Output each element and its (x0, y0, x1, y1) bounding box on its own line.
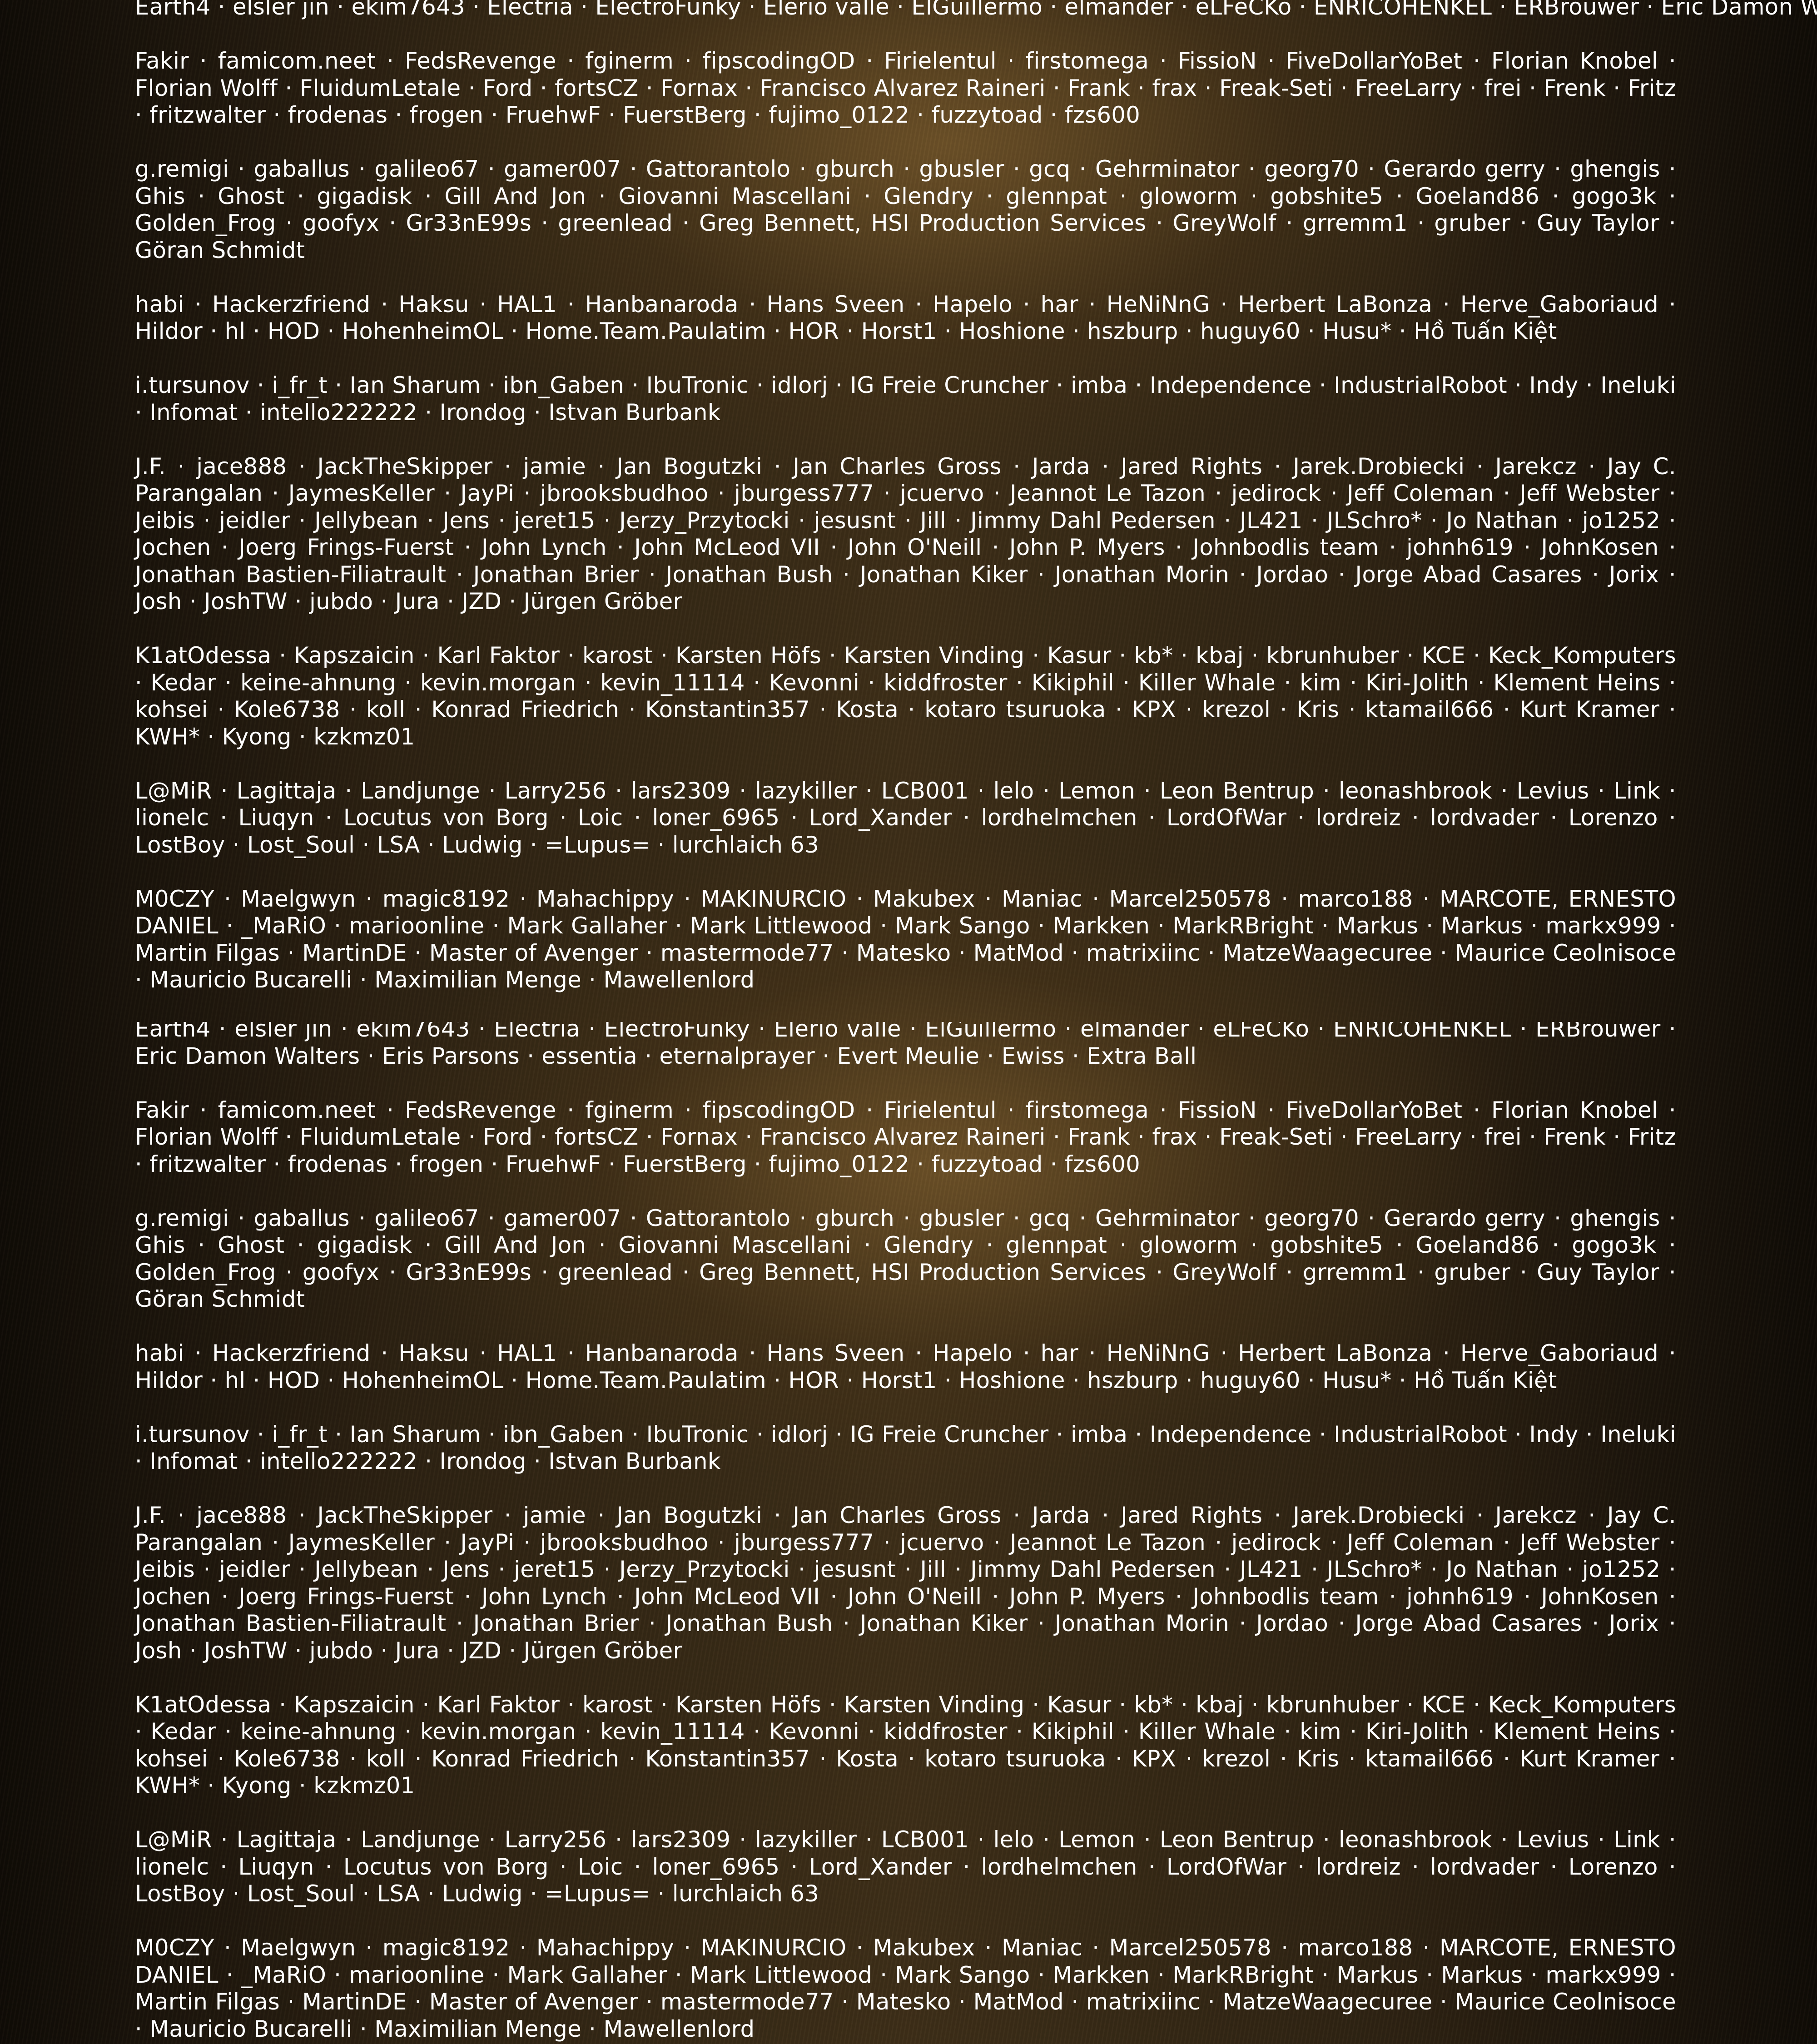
credits-group-h: habi · Hackerzfriend · Haksu · HAL1 · Hanbanaroda · Hans Sveen · Hapelo · har · HeNiNnG · Herbert LaBonza · Herve_Gaboriaud · Hildor · hl · HOD · HohenheimOL · Home.Team.Paulatim · HOR · Horst1 · Hoshione · hszburp · huguy60 · Husu* · Hồ Tuấn Kiệt (135, 291, 1676, 345)
credits-e-text: Earth4 · elsler jin · ekim7643 · Electria · ElectroFunky · Elerio valle · ElGuillermo · elmander · eLFeCKo · ENRICOHENKEL · ERBrouwer · Eric Damon W (135, 0, 1817, 20)
credits-group-m: M0CZY · Maelgwyn · magic8192 · Mahachippy · MAKINURCIO · Makubex · Maniac · Marcel250578 · marco188 · MARCOTE, ERNESTO DANIEL · _MaRiO · marioonline · Mark Gallaher · Mark Littlewood · Mark Sango · Markken · MarkRBright · Markus · Markus · markx999 · Martin Filgas · MartinDE · Master of Avenger · mastermode77 · Matesko · MatMod · matrixiinc · MatzeWaagecuree · Maurice Ceolnisoce · Mauricio Bucarelli · Maximilian Menge · Mawellenlord (135, 1935, 1676, 2043)
credits-group-e: Earth4 · elsler jin · ekim7643 · Electria · ElectroFunky · Elerio valle · ElGuillermo · elmander · eLFeCKo · ENRICOHENKEL · ERBrouwer · Eric Damon Walters · Eris Parsons · essentia · eternalprayer · Evert Meulie · Ewiss · Extra Ball (135, 1022, 1676, 1070)
credits-group-m: M0CZY · Maelgwyn · magic8192 · Mahachippy · MAKINURCIO · Makubex · Maniac · Marcel250578 · marco188 · MARCOTE, ERNESTO DANIEL · _MaRiO · marioonline · Mark Gallaher · Mark Littlewood · Mark Sango · Markken · MarkRBright · Markus · Markus · markx999 · Martin Filgas · MartinDE · Master of Avenger · mastermode77 · Matesko · MatMod · matrixiinc · MatzeWaagecuree · Maurice Ceolnisoce · Mauricio Bucarelli · Maximilian Menge · Mawellenlord (135, 886, 1676, 994)
credits-group-g: g.remigi · gaballus · galileo67 · gamer007 · Gattorantolo · gburch · gbusler · gcq · Gehrminator · georg70 · Gerardo gerry · ghengis · Ghis · Ghost · gigadisk · Gill And Jon · Giovanni Mascellani · Glendry · glennpat · gloworm · gobshite5 · Goeland86 · gogo3k · Golden_Frog · goofyx · Gr33nE99s · greenlead · Greg Bennett, HSI Production Services · GreyWolf · grremm1 · gruber · Guy Taylor · Göran Schmidt (135, 156, 1676, 264)
credits-group-k: K1atOdessa · Kapszaicin · Karl Faktor · karost · Karsten Höfs · Karsten Vinding · Kasur · kb* · kbaj · kbrunhuber · KCE · Keck_Komputers · Kedar · keine-ahnung · kevin.morgan · kevin_11114 · Kevonni · kiddfroster · Kikiphil · Killer Whale · kim · Kiri-Jolith · Klement Heins · kohsei · Kole6738 · koll · Konrad Friedrich · Konstantin357 · Kosta · kotaro tsuruoka · KPX · krezol · Kris · ktamail666 · Kurt Kramer · KWH* · Kyong · kzkmz01 (135, 642, 1676, 750)
credits-group-k: K1atOdessa · Kapszaicin · Karl Faktor · karost · Karsten Höfs · Karsten Vinding · Kasur · kb* · kbaj · kbrunhuber · KCE · Keck_Komputers · Kedar · keine-ahnung · kevin.morgan · kevin_11114 · Kevonni · kiddfroster · Kikiphil · Killer Whale · kim · Kiri-Jolith · Klement Heins · kohsei · Kole6738 · koll · Konrad Friedrich · Konstantin357 · Kosta · kotaro tsuruoka · KPX · krezol · Kris · ktamail666 · Kurt Kramer · KWH* · Kyong · kzkmz01 (135, 1692, 1676, 1800)
credits-group-j: J.F. · jace888 · JackTheSkipper · jamie · Jan Bogutzki · Jan Charles Gross · Jarda · Jared Rights · Jarek.Drobiecki · Jarekcz · Jay C. Parangalan · JaymesKeller · JayPi · jbrooksbudhoo · jburgess777 · jcuervo · Jeannot Le Tazon · jedirock · Jeff Coleman · Jeff Webster · Jeibis · jeidler · Jellybean · Jens · jeret15 · Jerzy_Przytocki · jesusnt · Jill · Jimmy Dahl Pedersen · JL421 · JLSchro* · Jo Nathan · jo1252 · Jochen · Joerg Frings-Fuerst · John Lynch · John McLeod VII · John O'Neill · John P. Myers · Johnbodlis team · johnh619 · JohnKosen · Jonathan Bastien-Filiatrault · Jonathan Brier · Jonathan Bush · Jonathan Kiker · Jonathan Morin · Jordao · Jorge Abad Casares · Jorix · Josh · JoshTW · jubdo · Jura · JZD · Jürgen Gröber (135, 453, 1676, 615)
credits-group-g: g.remigi · gaballus · galileo67 · gamer007 · Gattorantolo · gburch · gbusler · gcq · Gehrminator · georg70 · Gerardo gerry · ghengis · Ghis · Ghost · gigadisk · Gill And Jon · Giovanni Mascellani · Glendry · glennpat · gloworm · gobshite5 · Goeland86 · gogo3k · Golden_Frog · goofyx · Gr33nE99s · greenlead · Greg Bennett, HSI Production Services · GreyWolf · grremm1 · gruber · Guy Taylor · Göran Schmidt (135, 1205, 1676, 1313)
credits-group-f: Fakir · famicom.neet · FedsRevenge · fginerm · fipscodingOD · Firielentul · firstomega · FissioN · FiveDollarYoBet · Florian Knobel · Florian Wolff · FluidumLetale · Ford · fortsCZ · Fornax · Francisco Alvarez Raineri · Frank · frax · Freak-Seti · FreeLarry · frei · Frenk · Fritz · fritzwalter · frodenas · frogen · FruehwF · FuerstBerg · fujimo_0122 · fuzzytoad · fzs600 (135, 48, 1676, 129)
credits-group-j: J.F. · jace888 · JackTheSkipper · jamie · Jan Bogutzki · Jan Charles Gross · Jarda · Jared Rights · Jarek.Drobiecki · Jarekcz · Jay C. Parangalan · JaymesKeller · JayPi · jbrooksbudhoo · jburgess777 · jcuervo · Jeannot Le Tazon · jedirock · Jeff Coleman · Jeff Webster · Jeibis · jeidler · Jellybean · Jens · jeret15 · Jerzy_Przytocki · jesusnt · Jill · Jimmy Dahl Pedersen · JL421 · JLSchro* · Jo Nathan · jo1252 · Jochen · Joerg Frings-Fuerst · John Lynch · John McLeod VII · John O'Neill · John P. Myers · Johnbodlis team · johnh619 · JohnKosen · Jonathan Bastien-Filiatrault · Jonathan Brier · Jonathan Bush · Jonathan Kiker · Jonathan Morin · Jordao · Jorge Abad Casares · Jorix · Josh · JoshTW · jubdo · Jura · JZD · Jürgen Gröber (135, 1502, 1676, 1664)
credits-group-i: i.tursunov · i_fr_t · Ian Sharum · ibn_Gaben · IbuTronic · idlorj · IG Freie Cruncher · imba · Independence · IndustrialRobot · Indy · Ineluki · Infomat · intello222222 · Irondog · Istvan Burbank (135, 1421, 1676, 1475)
credits-group-f: Fakir · famicom.neet · FedsRevenge · fginerm · fipscodingOD · Firielentul · firstomega · FissioN · FiveDollarYoBet · Florian Knobel · Florian Wolff · FluidumLetale · Ford · fortsCZ · Fornax · Francisco Alvarez Raineri · Frank · frax · Freak-Seti · FreeLarry · frei · Frenk · Fritz · fritzwalter · frodenas · frogen · FruehwF · FuerstBerg · fujimo_0122 · fuzzytoad · fzs600 (135, 1097, 1676, 1178)
credits-group-i: i.tursunov · i_fr_t · Ian Sharum · ibn_Gaben · IbuTronic · idlorj · IG Freie Cruncher · imba · Independence · IndustrialRobot · Indy · Ineluki · Infomat · intello222222 · Irondog · Istvan Burbank (135, 372, 1676, 426)
credits-group-l: L@MiR · Lagittaja · Landjunge · Larry256 · lars2309 · lazykiller · LCB001 · lelo · Lemon · Leon Bentrup · leonashbrook · Levius · Link · lionelc · Liuqyn · Locutus von Borg · Loic · loner_6965 · Lord_Xander · lordhelmchen · LordOfWar · lordreiz · lordvader · Lorenzo · LostBoy · Lost_Soul · LSA · Ludwig · =Lupus= · lurchlaich 63 (135, 1826, 1676, 1908)
credits-group-l: L@MiR · Lagittaja · Landjunge · Larry256 · lars2309 · lazykiller · LCB001 · lelo · Lemon · Leon Bentrup · leonashbrook · Levius · Link · lionelc · Liuqyn · Locutus von Borg · Loic · loner_6965 · Lord_Xander · lordhelmchen · LordOfWar · lordreiz · lordvader · Lorenzo · LostBoy · Lost_Soul · LSA · Ludwig · =Lupus= · lurchlaich 63 (135, 778, 1676, 859)
credits-group-h: habi · Hackerzfriend · Haksu · HAL1 · Hanbanaroda · Hans Sveen · Hapelo · har · HeNiNnG · Herbert LaBonza · Herve_Gaboriaud · Hildor · hl · HOD · HohenheimOL · Home.Team.Paulatim · HOR · Horst1 · Hoshione · hszburp · huguy60 · Husu* · Hồ Tuấn Kiệt (135, 1340, 1676, 1394)
